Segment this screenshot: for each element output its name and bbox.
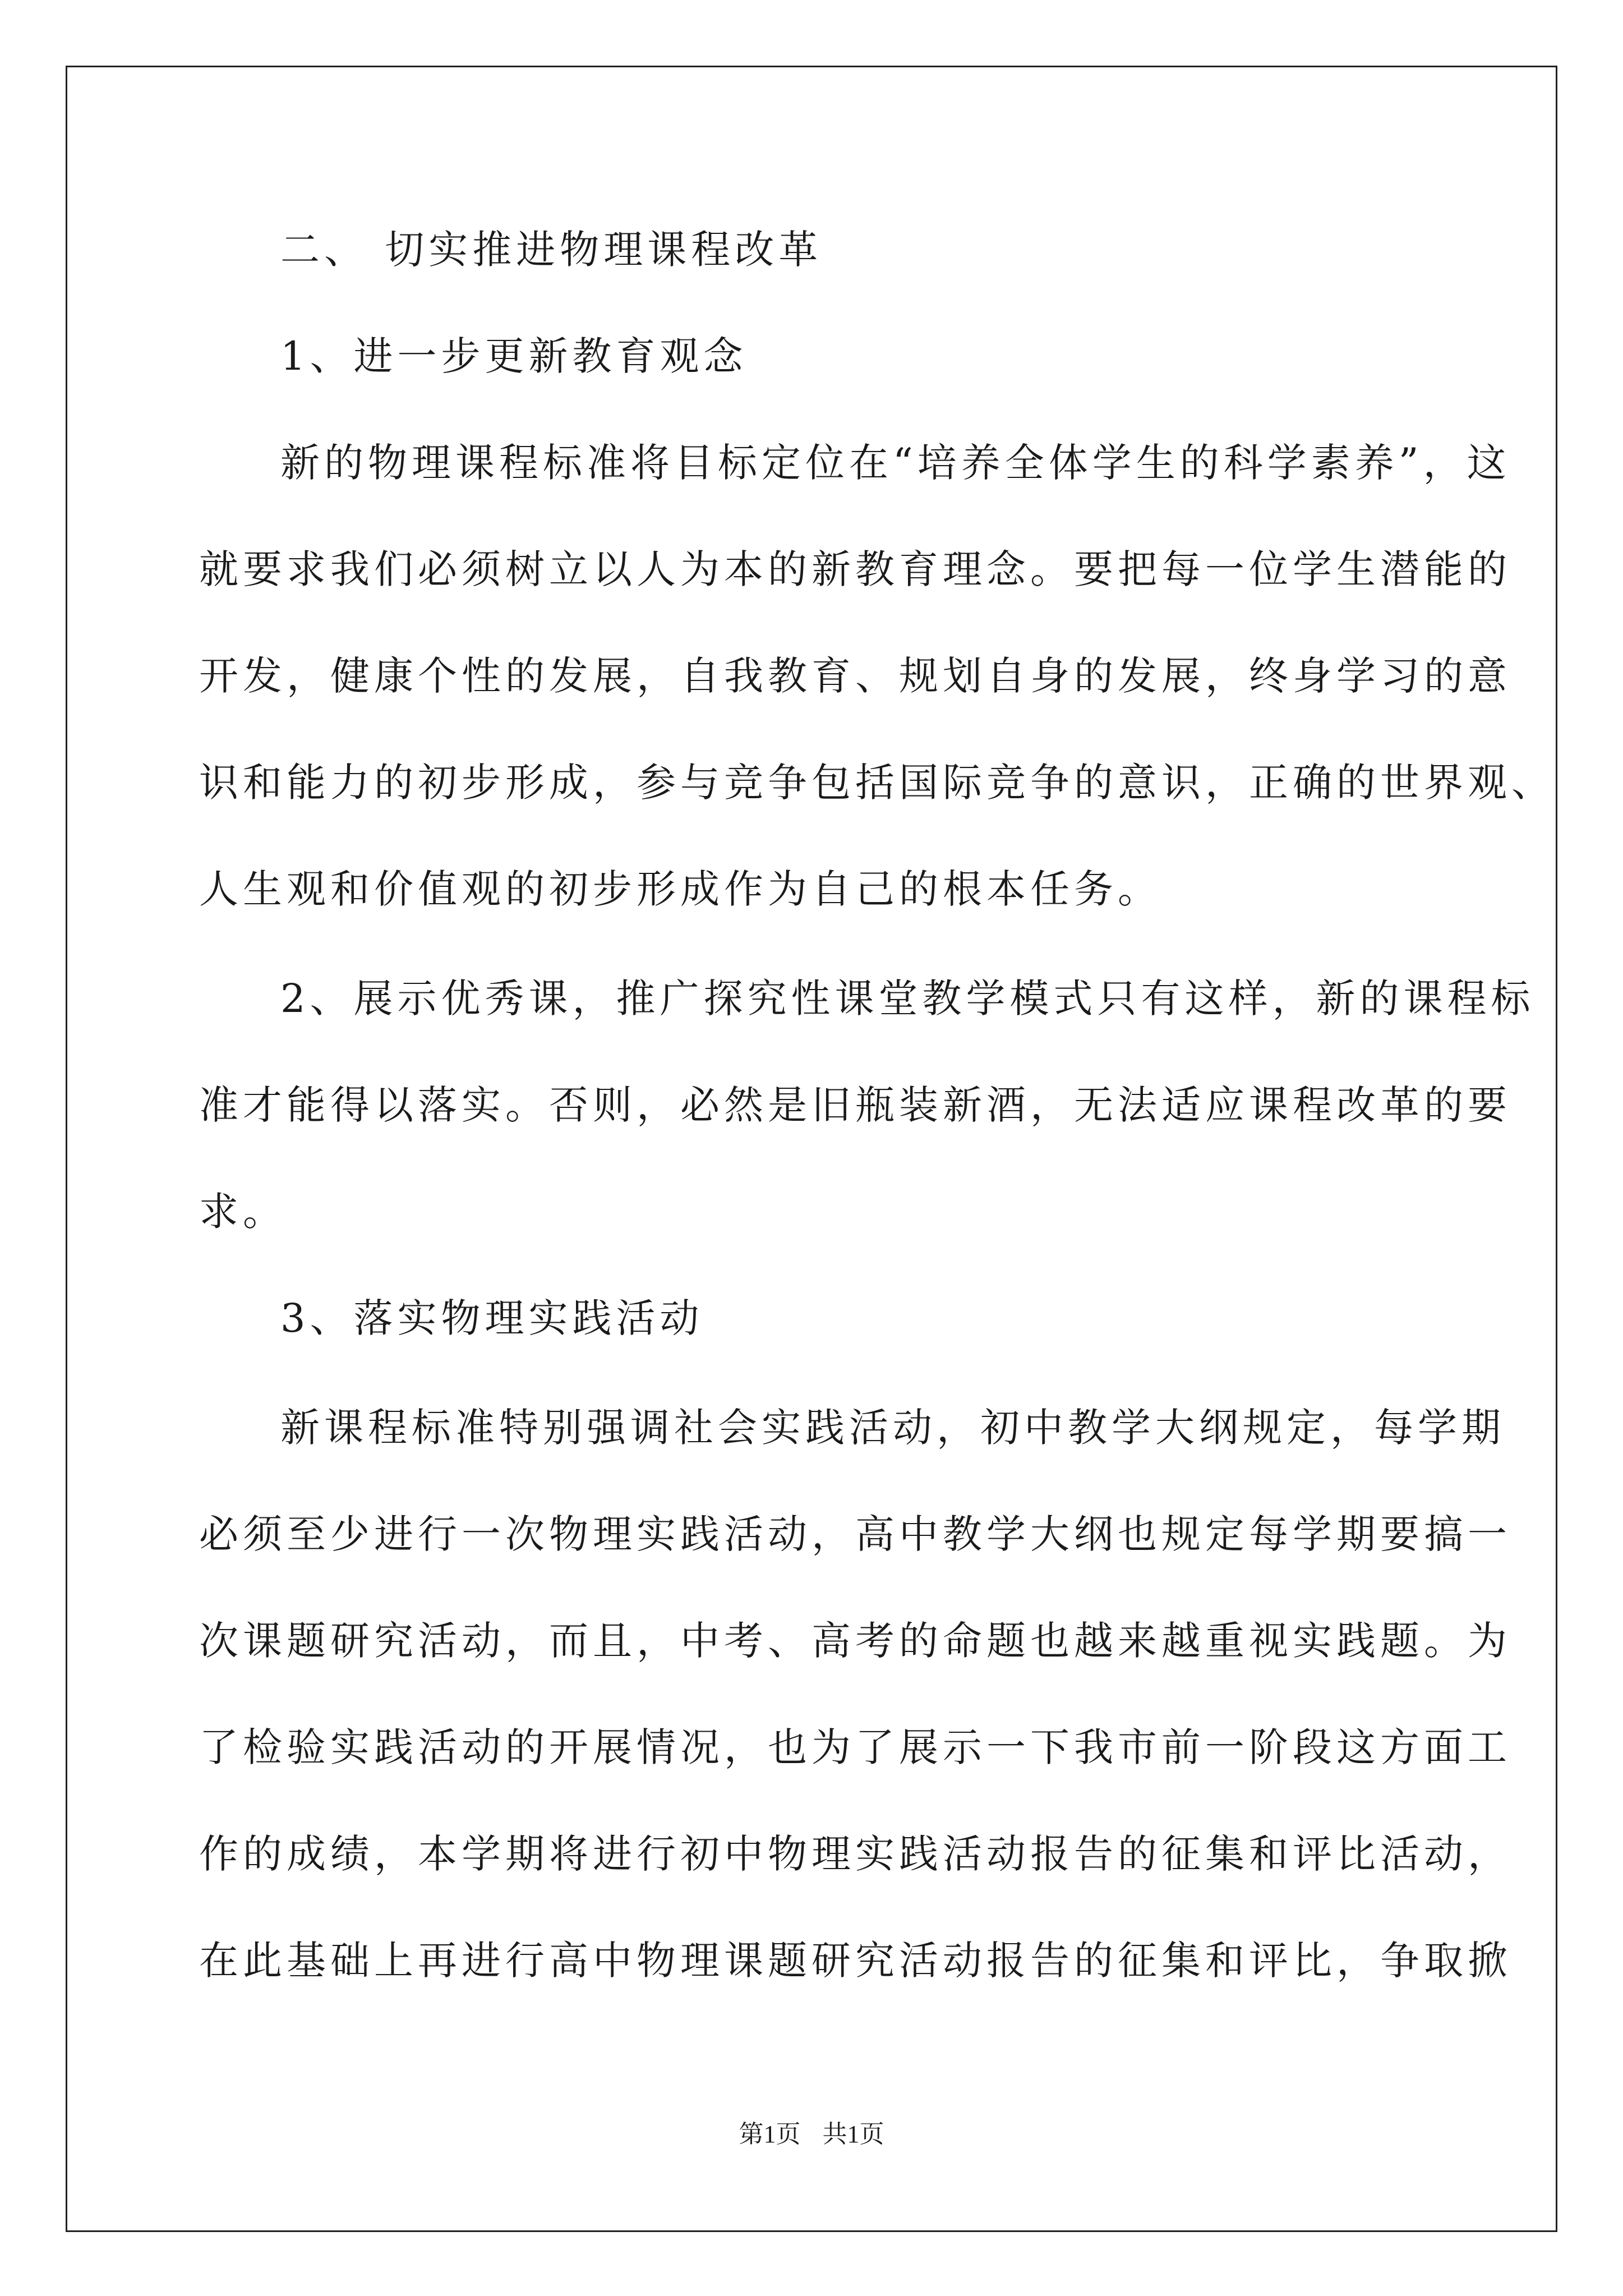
paragraph-line: 识和能力的初步形成，参与竞争包括国际竞争的意识，正确的世界观、: [199, 760, 1555, 806]
paragraph-line: 新的物理课程标准将目标定位在“培养全体学生的科学素养”，这: [280, 440, 1511, 486]
paragraph-line: 就要求我们必须树立以人为本的新教育理念。要把每一位学生潜能的: [199, 546, 1511, 592]
paragraph-line: 新课程标准特别强调社会实践活动，初中教学大纲规定，每学期: [280, 1405, 1505, 1451]
subheading-2: 2、展示优秀课，推广探究性课堂教学模式只有这样，新的课程标: [280, 976, 1535, 1022]
paragraph-line: 开发，健康个性的发展，自我教育、规划自身的发展，终身学习的意: [199, 653, 1511, 699]
paragraph-line: 了检验实践活动的开展情况，也为了展示一下我市前一阶段这方面工: [199, 1724, 1511, 1770]
paragraph-line: 准才能得以落实。否则，必然是旧瓶装新酒，无法适应课程改革的要: [199, 1082, 1511, 1128]
page-border: [66, 66, 1557, 2232]
page-total: 共1页: [822, 2120, 884, 2148]
paragraph-line: 求。: [199, 1189, 287, 1235]
paragraph-line: 必须至少进行一次物理实践活动，高中教学大纲也规定每学期要搞一: [199, 1511, 1511, 1557]
page-footer: [0, 2118, 1623, 2151]
subheading-3: 3、落实物理实践活动: [280, 1295, 704, 1341]
paragraph-line: 作的成绩，本学期将进行初中物理实践活动报告的征集和评比活动，: [199, 1831, 1511, 1877]
section-heading: 二、 切实推进物理课程改革: [280, 227, 823, 273]
paragraph-line: 在此基础上再进行高中物理课题研究活动报告的征集和评比，争取掀: [199, 1938, 1511, 1984]
paragraph-line: 次课题研究活动，而且，中考、高考的命题也越来越重视实践题。为: [199, 1618, 1511, 1664]
subheading-1: 1、进一步更新教育观念: [280, 333, 748, 379]
page-number: 第1页: [739, 2120, 801, 2148]
paragraph-line: 人生观和价值观的初步形成作为自己的根本任务。: [199, 866, 1161, 912]
